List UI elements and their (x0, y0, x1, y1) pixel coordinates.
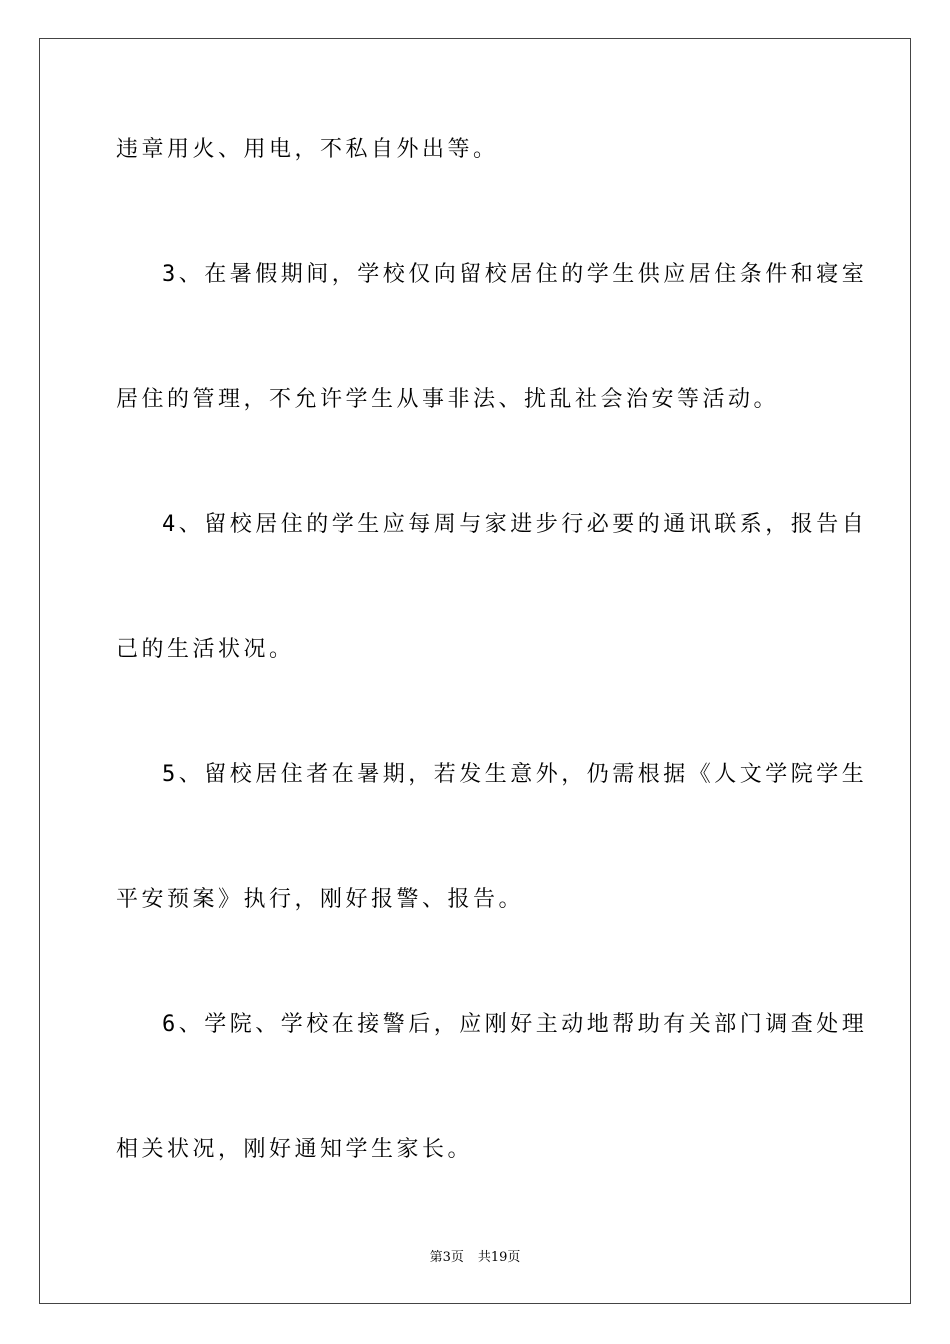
paragraph-3-line-2: 居住的管理，不允许学生从事非法、扰乱社会治安等活动。 (116, 387, 780, 412)
page-number: 第3页 (429, 1250, 464, 1265)
paragraph-4-line-1: 4、留校居住的学生应每周与家进步行必要的通讯联系，报告自 (162, 512, 868, 537)
page-frame (39, 38, 911, 1304)
text-line-1: 违章用火、用电，不私自外出等。 (116, 137, 499, 162)
page-footer (0, 1249, 950, 1267)
paragraph-5-line-1: 5、留校居住者在暑期，若发生意外，仍需根据《人文学院学生 (162, 762, 868, 787)
paragraph-5-line-2: 平安预案》执行，刚好报警、报告。 (116, 887, 525, 912)
page-total: 共19页 (477, 1250, 521, 1265)
paragraph-6-line-1: 6、学院、学校在接警后，应刚好主动地帮助有关部门调查处理 (162, 1012, 868, 1037)
paragraph-6-line-2: 相关状况，刚好通知学生家长。 (116, 1137, 474, 1162)
paragraph-3-line-1: 3、在暑假期间，学校仅向留校居住的学生供应居住条件和寝室 (162, 262, 868, 287)
paragraph-4-line-2: 己的生活状况。 (116, 637, 295, 662)
